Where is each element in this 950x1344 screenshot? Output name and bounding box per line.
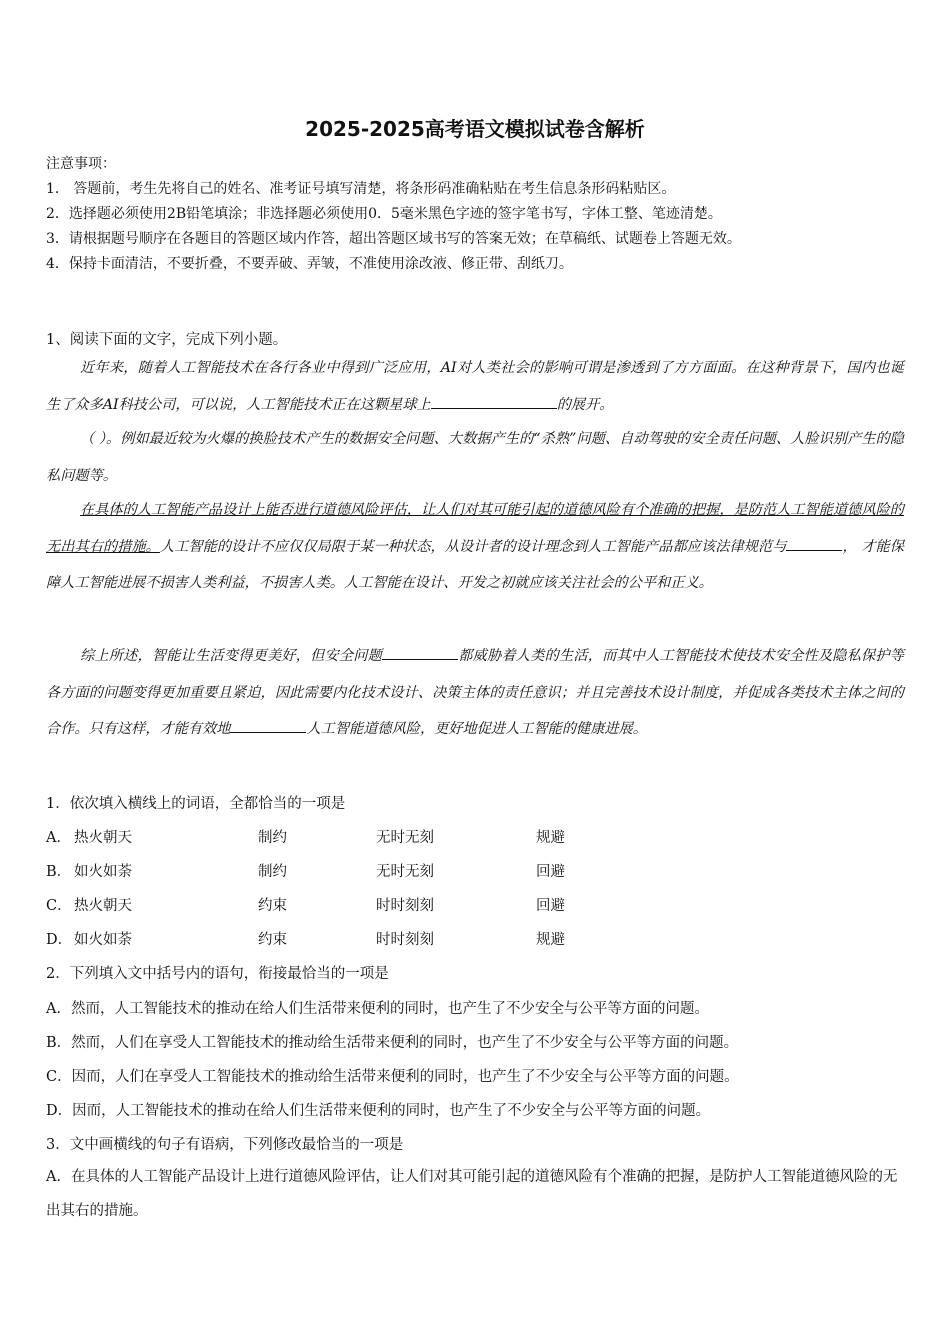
passage-text: 的展开。 <box>556 396 614 413</box>
passage-text: 人工智能道德风险，更好地促进人工智能的健康进展。 <box>306 721 647 737</box>
option-line: D．因而，人工智能技术的推动在给人们生活带来便利的同时，也产生了不少安全与公平等方面的问题。 <box>46 1103 711 1119</box>
option-word: 约束 <box>258 898 287 914</box>
passage-paragraph-3 <box>46 492 904 602</box>
option-word: 时时刻刻 <box>376 898 434 914</box>
passage-text: 综上所述，智能让生活变得更美好，但安全问题 <box>80 648 383 664</box>
passage-paragraph-4 <box>46 638 904 748</box>
passage-text: 人工智能的设计不应仅仅局限于某一种状态，从设计者的设计理念到人工智能产品都应该法律规范与 <box>159 538 787 555</box>
notice-heading: 注意事项： <box>46 156 116 172</box>
question-intro: 1、阅读下面的文字，完成下列小题。 <box>46 332 288 348</box>
passage-text: ， 才能保障人工智能进展不损害人类利益，不损害人类。人工智能在设计、开发之初就应该关注社会的公平和正义。 <box>46 538 904 591</box>
sub-question-3-stem: 3．文中画横线的句子有语病，下列修改最恰当的一项是 <box>46 1137 404 1153</box>
option-word: 无时无刻 <box>376 864 434 880</box>
option-line: B．然而，人们在享受人工智能技术的推动给生活带来便利的同时，也产生了不少安全与公平等方面的问题。 <box>46 1035 739 1051</box>
option-word: 无时无刻 <box>376 830 434 846</box>
passage-text: 都威胁着人类的生活，而其中人工智能技术使技术安全性及隐私保护等各方面的问题变得更加重要且紧迫，因此需要内化技术设计、决策主体的责任意识；并且完善技术设计制度，并促成各类技术主体之间的合作。只有这样，才能有效地 <box>46 648 904 737</box>
option-line: A．然而，人工智能技术的推动在给人们生活带来便利的同时，也产生了不少安全与公平等方面的问题。 <box>46 1001 709 1017</box>
option-word: 热火朝天 <box>74 830 132 846</box>
underlined-sentence: 在具体的人工智能产品设计上能否进行道德风险评估，让人们对其可能引起的道德风险有个准确的把握，是防范人工智能道德风险的无出其右的措施。 <box>46 502 904 555</box>
passage-paragraph-1 <box>46 350 904 423</box>
option-line: A．在具体的人工智能产品设计上进行道德风险评估，让人们对其可能引起的道德风险有个准确的把握，是防护人工智能道德风险的无出其右的措施。 <box>46 1169 898 1219</box>
option-word: 制约 <box>258 830 287 846</box>
option-word: 规避 <box>536 932 565 948</box>
notice-item: 4．保持卡面清洁，不要折叠，不要弄破、弄皱，不准使用涂改液、修正带、刮纸刀。 <box>46 256 573 272</box>
sub-question-1-stem: 1．依次填入横线上的词语，全都恰当的一项是 <box>46 796 346 812</box>
page-title: 2025-2025高考语文模拟试卷含解析 <box>305 117 645 141</box>
option-word: 回避 <box>536 898 565 914</box>
option-line: C．因而，人们在享受人工智能技术的推动给生活带来便利的同时，也产生了不少安全与公平等方面的问题。 <box>46 1069 739 1085</box>
option-word: 回避 <box>536 864 565 880</box>
option-label: C． <box>46 898 72 914</box>
fill-blank <box>230 718 306 733</box>
option-label: A． <box>46 830 71 846</box>
option-word: 制约 <box>258 864 287 880</box>
option-word: 时时刻刻 <box>376 932 434 948</box>
option-word: 如火如荼 <box>74 864 132 880</box>
option-word: 如火如荼 <box>74 932 132 948</box>
passage-paragraph-2: （ ）。例如最近较为火爆的换脸技术产生的数据安全问题、大数据产生的“杀熟”问题、自动驾驶的安全责任问题、人脸识别产生的隐私问题等。 <box>46 431 904 484</box>
option-word: 规避 <box>536 830 565 846</box>
fill-blank <box>431 394 557 409</box>
passage-text: 近年来，随着人工智能技术在各行各业中得到广泛应用，AI对人类社会的影响可谓是渗透到了方方面面。在这种背景下，国内也诞生了众多AI科技公司，可以说，人工智能技术正在这颗星球上 <box>46 360 904 413</box>
notice-item: 2．选择题必须使用2B铅笔填涂；非选择题必须使用0．5毫米黑色字迹的签字笔书写，字体工整、笔迹清楚。 <box>46 206 722 222</box>
notice-item: 3．请根据题号顺序在各题目的答题区域内作答，超出答题区域书写的答案无效；在草稿纸、试题卷上答题无效。 <box>46 231 741 247</box>
option-word: 热火朝天 <box>74 898 132 914</box>
fill-blank <box>786 536 842 551</box>
sub-question-2-stem: 2．下列填入文中括号内的语句，衔接最恰当的一项是 <box>46 966 389 982</box>
option-label: D． <box>46 932 73 948</box>
option-label: B． <box>46 864 72 880</box>
notice-item: 1． 答题前，考生先将自己的姓名、准考证号填写清楚，将条形码准确粘贴在考生信息条形码粘贴区。 <box>46 181 676 197</box>
option-word: 约束 <box>258 932 287 948</box>
fill-blank <box>382 645 458 660</box>
